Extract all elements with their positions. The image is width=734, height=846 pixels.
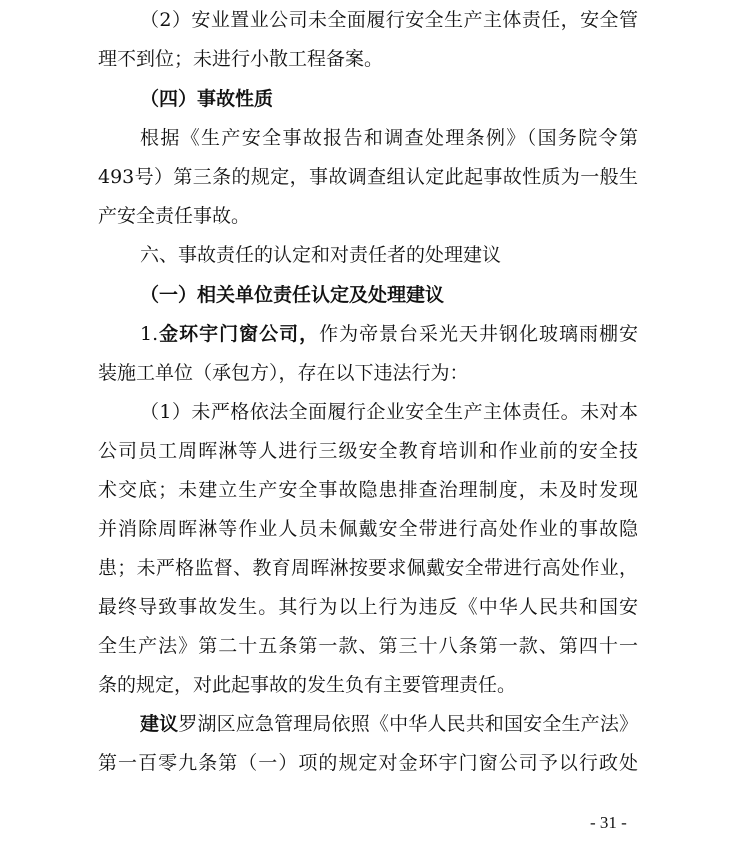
page-number: - 31 - <box>590 813 627 832</box>
suggest-label: 建议 <box>140 713 179 735</box>
paragraph-line: 全生产法》第二十五条第一款、第三十八条第一款、第四十一 <box>98 635 638 657</box>
paragraph-line: 条的规定，对此起事故的发生负有主要管理责任。 <box>98 674 517 696</box>
item-1-line <box>140 322 638 346</box>
section-heading-responsibility: （一）相关单位责任认定及处理建议 <box>140 284 445 306</box>
section-heading-nature: （四）事故性质 <box>140 88 274 110</box>
paragraph-line: （1）未严格依法全面履行企业安全生产主体责任。未对本 <box>140 401 638 423</box>
paragraph-line: 产安全责任事故。 <box>98 205 251 227</box>
paragraph-line: 术交底；未建立生产安全事故隐患排查治理制度，未及时发现 <box>98 479 638 501</box>
suggestion-line <box>140 712 638 736</box>
company-name: 金环宇门窗公司， <box>158 323 320 345</box>
paragraph-line: 第一百零九条第（一）项的规定对金环宇门窗公司予以行政处 <box>98 752 638 774</box>
paragraph-line: 493号）第三条的规定，事故调查组认定此起事故性质为一般生 <box>98 166 638 188</box>
item-number: 1. <box>140 323 159 345</box>
item-text: 作为帝景台采光天井钢化玻璃雨棚安 <box>319 323 638 345</box>
paragraph-line: 公司员工周晖淋等人进行三级安全教育培训和作业前的安全技 <box>98 440 638 462</box>
paragraph-line: 根据《生产安全事故报告和调查处理条例》（国务院令第 <box>140 127 638 149</box>
paragraph-line: 并消除周晖淋等作业人员未佩戴安全带进行高处作业的事故隐 <box>98 518 638 540</box>
paragraph-line: 最终导致事故发生。其行为以上行为违反《中华人民共和国安 <box>98 596 638 618</box>
suggestion-text: 罗湖区应急管理局依照《中华人民共和国安全生产法》 <box>178 713 638 735</box>
chapter-heading: 六、事故责任的认定和对责任者的处理建议 <box>140 244 502 266</box>
paragraph-line: 理不到位；未进行小散工程备案。 <box>98 48 384 70</box>
paragraph-line: 患；未严格监督、教育周晖淋按要求佩戴安全带进行高处作业， <box>98 557 638 579</box>
paragraph-line: 装施工单位（承包方），存在以下违法行为： <box>98 362 469 384</box>
paragraph-line: （2）安业置业公司未全面履行安全生产主体责任，安全管 <box>140 9 638 31</box>
